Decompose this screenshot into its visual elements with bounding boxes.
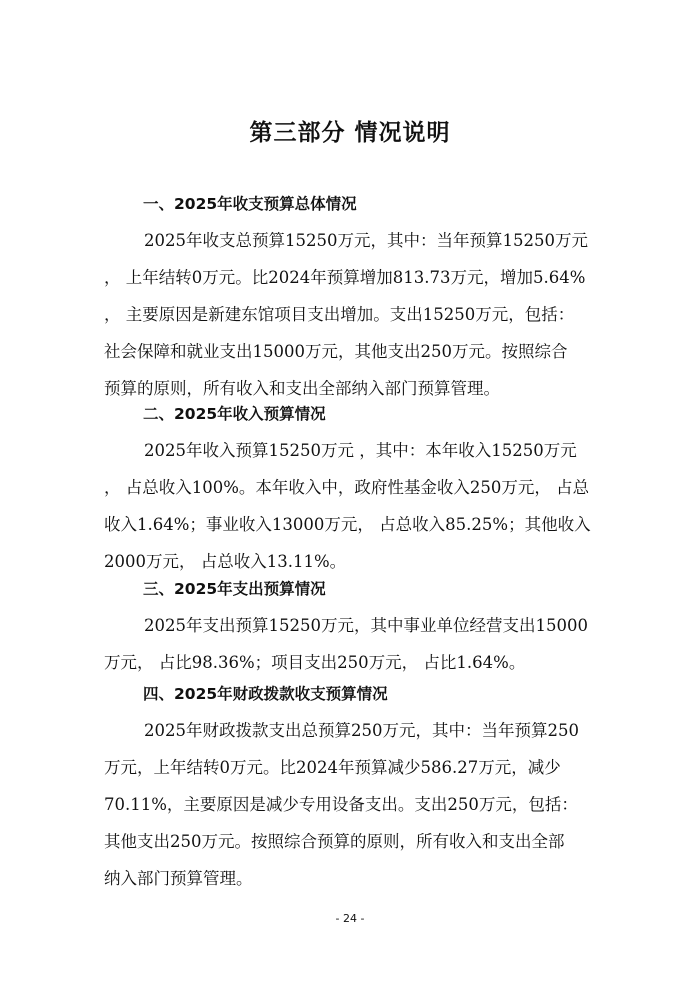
paragraph-line: ， 上年结转0万元。比2024年预算增加813.73万元，增加5.64% (104, 268, 586, 287)
paragraph-line: 2025年支出预算15250万元，其中事业单位经营支出15000 (144, 616, 588, 635)
paragraph-line: 万元， 占比98.36%；项目支出250万元， 占比1.64%。 (104, 653, 526, 672)
paragraph-line: 70.11%，主要原因是减少专用设备支出。支出250万元，包括： (104, 795, 578, 814)
paragraph-line: 2025年收支总预算15250万元，其中：当年预算15250万元 (144, 231, 588, 250)
paragraph-line: ， 占总收入100%。本年收入中，政府性基金收入250万元， 占总 (104, 478, 590, 497)
paragraph-line: 收入1.64%；事业收入13000万元， 占总收入85.25%；其他收入 (104, 515, 591, 534)
paragraph-line: 2025年收入预算15250万元 ，其中：本年收入15250万元 (144, 441, 577, 460)
paragraph-line: 纳入部门预算管理。 (104, 869, 253, 888)
section-heading-overall: 一、2025年收支预算总体情况 (143, 195, 357, 213)
section-heading-income: 二、2025年收入预算情况 (143, 405, 326, 423)
section-body-expenditure (104, 607, 604, 681)
section-body-fiscal (104, 712, 604, 897)
paragraph-line: 万元，上年结转0万元。比2024年预算减少586.27万元，减少 (104, 758, 561, 777)
paragraph-line: 社会保障和就业支出15000万元，其他支出250万元。按照综合 (104, 342, 568, 361)
paragraph-line: 其他支出250万元。按照综合预算的原则，所有收入和支出全部 (104, 832, 565, 851)
section-heading-expenditure: 三、2025年支出预算情况 (143, 580, 326, 598)
page-number: - 24 - (335, 912, 365, 925)
section-heading-fiscal: 四、2025年财政拨款收支预算情况 (143, 685, 388, 703)
section-body-income (104, 432, 604, 580)
section-body-overall (104, 222, 604, 407)
paragraph-line: 2025年财政拨款支出总预算250万元，其中：当年预算250 (144, 721, 579, 740)
paragraph-line: 2000万元， 占总收入13.11%。 (104, 552, 347, 571)
page-title: 第三部分 情况说明 (249, 120, 451, 146)
paragraph-line: 预算的原则，所有收入和支出全部纳入部门预算管理。 (104, 379, 500, 398)
paragraph-line: ， 主要原因是新建东馆项目支出增加。支出15250万元，包括： (104, 305, 575, 324)
